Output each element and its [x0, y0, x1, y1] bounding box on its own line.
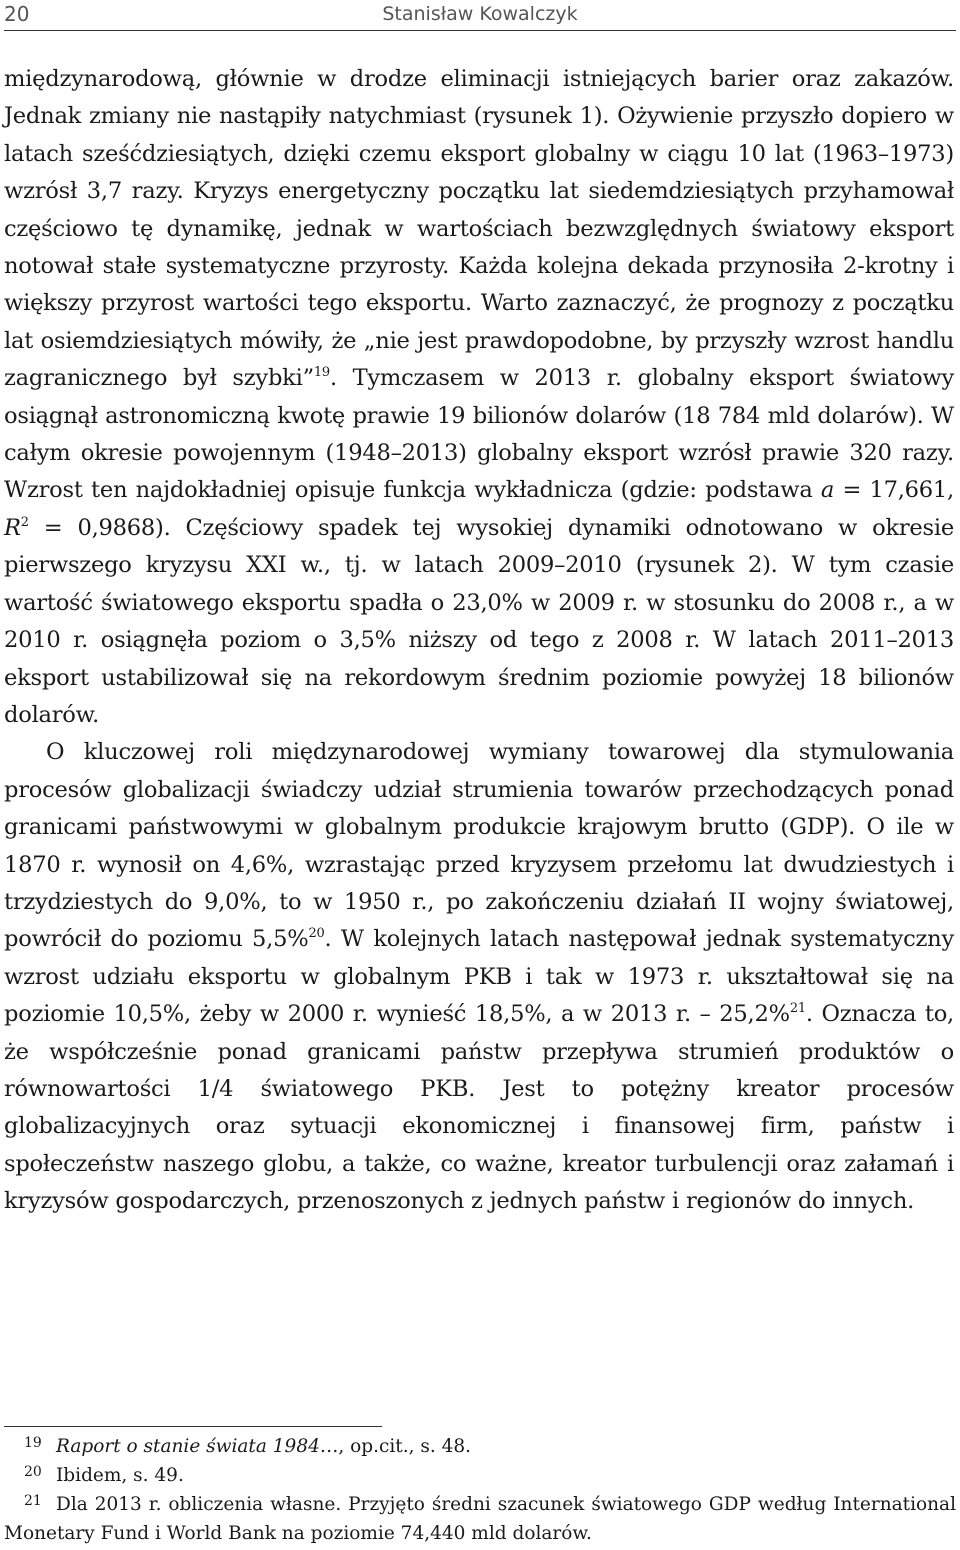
text-run: międzynarodową, głównie w drodze eliminacji istniejących barier oraz zakazów. Jednak zmiany nie nastąpiły natychmiast (rysunek 1). Ożywienie przyszło dopiero w latach sześćdziesiątych, dzięki czemu eksport globalny w ciągu 10 lat (1963–1973) wzrósł 3,7 razy. Kryzys energetyczny początku lat siedemdziesiątych przyhamował częściowo tę dynamikę, jednak w wartościach bezwzględnych światowy eksport notował stałe systematyczne przyrosty. Każda kolejna dekada przynosiła 2-krotny i większy przyrost wartości tego eksportu. Warto zaznaczyć, że prognozy z początku lat osiemdziesiątych mówiły, że „nie jest prawdopodobne, by przyszły wzrost handlu zagranicznego był szybki” — [4, 66, 954, 392]
paragraph — [4, 734, 954, 1220]
footnote-text: Ibidem, s. 49. — [56, 1465, 184, 1486]
footnote-text: Dla 2013 r. obliczenia własne. Przyjęto średni szacunek światowego GDP według International Monetary Fund i World Bank na poziomie 74,440 mld dolarów. — [4, 1494, 956, 1544]
text-run: . W kolejnych latach następował jednak systematyczny wzrost udziału eksportu w globalnym PKB i tak w 1973 r. ukształtował się na poziomie 10,5%, żeby w 2000 r. wynieść 18,5%, a w 2013 r. – 25,2% — [4, 926, 954, 1028]
page-number: 20 — [4, 2, 30, 26]
running-author: Stanisław Kowalczyk — [382, 3, 578, 25]
footnote-ref-19[interactable]: 19 — [313, 365, 330, 381]
variable-a: a — [820, 477, 835, 504]
footnote-cited-title: Raport o stanie świata 1984… — [56, 1436, 339, 1457]
footnote-ref-21[interactable]: 21 — [789, 1001, 806, 1017]
footnote-ref-20[interactable]: 20 — [308, 926, 325, 942]
variable-r: R — [4, 514, 21, 541]
footnotes — [4, 1432, 956, 1548]
footnote-21: 21 Dla 2013 r. obliczenia własne. Przyjęto średni szacunek światowego GDP według International Monetary Fund i World Bank na poziomie 74,440 mld dolarów. — [4, 1493, 956, 1544]
text-run: = 0,9868). Częściowy spadek tej wysokiej dynamiki odnotowano w okresie pierwszego kryzysu XXI w., tj. w latach 2009–2010 (rysunek 2). W tym czasie wartość światowego eksportu spadła o 23,0% w 2009 r. w stosunku do 2008 r., a w 2010 r. osiągnęła poziom o 3,5% niższy od tego z 2008 r. W latach 2011–2013 eksport ustabilizował się na rekordowym średnim poziomie powyżej 18 bilionów dolarów. — [4, 514, 954, 728]
superscript-2: 2 — [20, 514, 29, 530]
text-run: O kluczowej roli międzynarodowej wymiany towarowej dla stymulowania procesów globalizacji świadczy udział strumienia towarów przechodzących ponad granicami państwowymi w globalnym produkcie krajowym brutto (GDP). O ile w 1870 r. wynosił on 4,6%, wzrastając przed kryzysem przełomu lat dwudziestych i trzydziestych do 9,0%, to w 1950 r., po zakończeniu działań II wojny światowej, powrócił do poziomu 5,5% — [4, 739, 954, 953]
text-run: . Tymczasem w 2013 r. globalny eksport światowy osiągnął astronomiczną kwotę prawie 19 bilionów dolarów (18 784 mld dolarów). W całym okresie powojennym (1948–2013) globalny eksport wzrósł prawie 320 razy. Wzrost ten najdokładniej opisuje funkcja wykładnicza (gdzie: podstawa — [4, 365, 954, 504]
text-run: . Oznacza to, że współcześnie ponad granicami państw przepływa strumień produktów o równowartości 1/4 światowego PKB. Jest to potężny kreator procesów globalizacyjnych oraz sytuacji ekonomicznej i finansowej firm, państw i społeczeństw naszego globu, a także, co ważne, kreator turbulencji oraz załamań i kryzysów gospodarczych, przenoszonych z jednych państw i regionów do innych. — [4, 1001, 954, 1215]
footnote-19: 19 Raport o stanie świata 1984…, op.cit., s. 48. — [24, 1435, 472, 1457]
running-header — [4, 0, 956, 31]
body-text — [4, 61, 954, 1221]
paragraph — [4, 61, 954, 734]
text-run: = 17,661, — [834, 477, 954, 504]
footnote-text: , op.cit., s. 48. — [338, 1436, 472, 1457]
footnote-divider — [4, 1426, 382, 1427]
footnote-20: 20 Ibidem, s. 49. — [24, 1464, 184, 1486]
